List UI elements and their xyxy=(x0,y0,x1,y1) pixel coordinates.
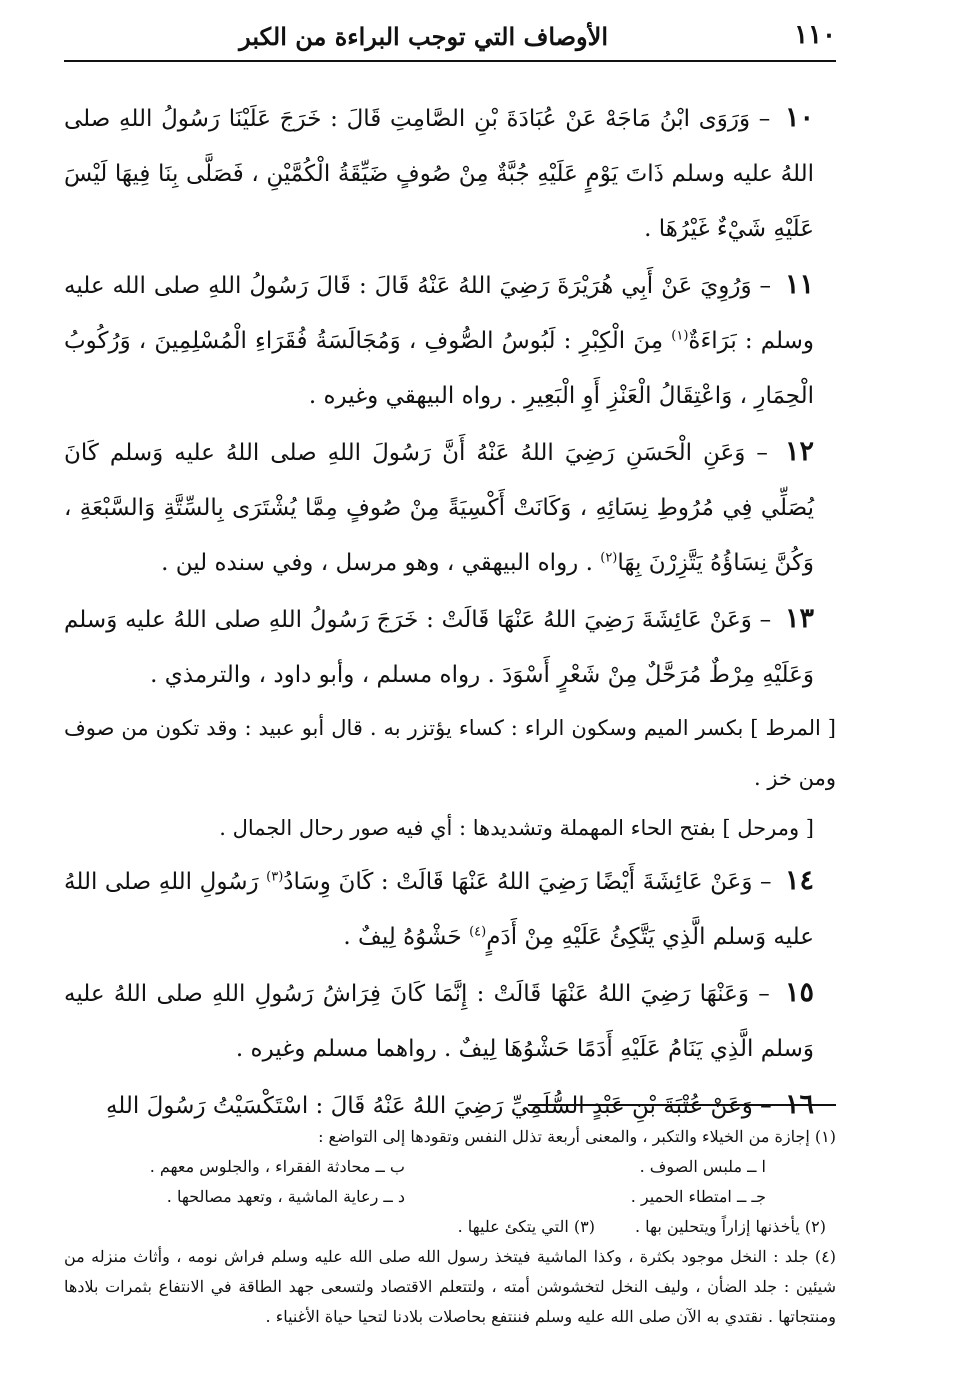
hadith-number: ١٥ xyxy=(784,977,814,1008)
hadith-15 xyxy=(64,965,836,1077)
footnote-1-list xyxy=(64,1152,836,1212)
footnote-1-item: د ــ رعاية الماشية ، وتعهد مصالحها . xyxy=(166,1187,405,1206)
footnote-2: (٢) يأخذنها إزاراً ويتحلين بها . xyxy=(634,1217,826,1236)
footnote-separator xyxy=(528,1104,836,1106)
header-rule xyxy=(64,60,836,62)
footnote-1: (١) إجازة من الخيلاء والتكبر ، والمعنى أربعة تذلل النفس وتقودها إلى التواضع : xyxy=(318,1127,836,1146)
gloss-mirt xyxy=(64,703,836,803)
hadith-number: ١٤ xyxy=(785,865,815,896)
footnote-1-item: جـ ــ امتطاء الحمير . xyxy=(630,1187,766,1206)
footnote-1-item: ا ــ ملبس الصوف . xyxy=(639,1157,766,1176)
hadith-text: – وَعَنِ الْحَسَنِ رَضِيَ اللهُ عَنْهُ أَنَّ رَسُولَ اللهِ صلى اللهُ عليه وَسلم كَانَ يُصَلِّي فِي مُرُوطِ نِسَائِهِ ، وَكَانَتْ أَكْسِيَةً مِنْ صُوفٍ مِمَّا يُشْتَرَى بِالسِّتَّةِ وَالسَّبْعَةِ ، وَكُنَّ نِسَاؤُهُ يَتَّزِرْنَ بِهَا xyxy=(64,440,814,576)
footnote-marker: (١) xyxy=(671,328,689,344)
page-header xyxy=(64,16,836,56)
hadith-13 xyxy=(64,591,836,703)
hadith-text: – وَرَوَى ابْنُ مَاجَهْ عَنْ عُبَادَةَ بْنِ الصَّامِتِ قَالَ : خَرَجَ عَلَيْنَا رَسُولُ اللهِ صلى اللهُ عليه وسلم ذَاتَ يَوْمٍ عَلَيْهِ جُبَّةٌ مِنْ صُوفٍ ضَيِّقَةُ الْكُمَّيْنِ ، فَصَلَّى بِنَا فِيهَا لَيْسَ عَلَيْهِ شَيْءٌ غَيْرُهَا . xyxy=(64,106,814,242)
hadith-text: رَسُولِ اللهِ صلى اللهُ عليه وَسلم الَّذِي يَتَّكِئُ عَلَيْهِ مِنْ أَدَمٍ xyxy=(64,869,814,950)
hadith-number: ١٦ xyxy=(784,1089,814,1120)
footnote-marker: (٤) xyxy=(469,924,487,940)
hadith-12 xyxy=(64,424,836,591)
hadith-text: – وَعَنْ عَائِشَةَ رَضِيَ اللهُ عَنْهَا قَالَتْ : خَرَجَ رَسُولُ اللهِ صلى اللهُ عليه وَسلم وَعَلَيْهِ مِرْطٌ مُرَحَّلٌ مِنْ شَعْرٍ أَسْوَدَ . رواه مسلم ، وأبو داود ، والترمذي . xyxy=(64,607,814,688)
hadith-number: ١٢ xyxy=(785,436,815,467)
footnote-marker: (٣) xyxy=(266,869,284,885)
footnotes-2-3 xyxy=(64,1212,836,1242)
footnotes xyxy=(64,1122,836,1332)
footnote-marker: (٢) xyxy=(600,550,618,566)
hadith-text: – وَعَنْ عَائِشَةَ أَيْضًا رَضِيَ اللهُ عَنْهَا قَالَتْ : كَانَ وِسَادُ xyxy=(283,869,772,895)
hadith-text: – وَعَنْهَا رَضِيَ اللهُ عَنْهَا قَالَتْ : إِنَّمَا كَانَ فِرَاشُ رَسُولِ اللهِ صلى اللهُ عليه وَسلم الَّذِي يَنَامُ عَلَيْهِ أَدَمًا حَشْوُهَا لِيفٌ . رواهما مسلم وغيره . xyxy=(64,981,814,1062)
hadith-number: ١١ xyxy=(785,269,815,300)
hadith-text: . رواه البيهقي ، وهو مرسل ، وفي سنده لين . xyxy=(161,550,593,576)
hadith-text: – وَعَنْ عُتْبَةَ بْنِ عَبْدٍ السُّلَمِيِّ رَضِيَ اللهُ عَنْهُ قَالَ : اسْتَكْسَيْتُ رَسُولَ اللهِ xyxy=(105,1093,772,1119)
page-number: ١١٠ xyxy=(794,20,836,50)
book-page xyxy=(64,0,836,1375)
hadith-text: حَشْوُهُ لِيفٌ . xyxy=(343,924,462,950)
hadith-number: ١٠ xyxy=(784,102,814,133)
hadith-11 xyxy=(64,257,836,424)
gloss-text: [ المرط ] بكسر الميم وسكون الراء : كساء يؤتزر به . قال أبو عبيد : وقد تكون من صوف ومن خز . xyxy=(64,716,836,790)
hadith-text: – وَرُوِيَ عَنْ أَبِي هُرَيْرَةَ رَضِيَ اللهُ عَنْهُ قَالَ : قَالَ رَسُولُ اللهِ صلى الله عليه وسلم : بَرَاءَةٌ xyxy=(64,273,815,354)
footnote-3: (٣) التي يتكئ عليها . xyxy=(457,1217,595,1236)
hadith-14 xyxy=(64,853,836,965)
hadith-text: مِنَ الْكِبْرِ : لَبُوسُ الصُّوفِ ، وَمُجَالَسَةُ فُقَرَاءِ الْمُسْلِمِينَ ، وَرُكُوبُ الْحِمَارِ ، وَاعْتِقَالُ الْعَنْزِ أَوِ الْبَعِيرِ . رواه البيهقي وغيره . xyxy=(64,328,814,409)
footnote-1-item: ب ــ محادثة الفقراء ، والجلوس معهم . xyxy=(149,1157,405,1176)
main-text xyxy=(64,90,836,1134)
gloss-murahhal xyxy=(64,803,836,853)
hadith-10 xyxy=(64,90,836,257)
gloss-text: [ ومرحل ] بفتح الحاء المهملة وتشديدها : أي فيه صور رحال الجمال . xyxy=(219,816,814,840)
hadith-number: ١٣ xyxy=(784,603,814,634)
running-title: الأوصاف التي توجب البراءة من الكبر xyxy=(239,22,608,51)
footnote-4: (٤) جلد : النخل موجود بكثرة ، وكذا الماشية فيتخذ رسول الله صلى الله عليه وسلم فراش نومه ، وأثاث منزله من شيئين : جلد الضأن ، وليف النخل لتخشوشن أمته ، ولتتعلم الاقتصاد ولتسعى جهد الطاقة في الانتفاع بثمرات بلادها ومنتجاتها . نقتدي به الآن صلى الله عليه وسلم فننتفع بحاصلات بلادنا لتحيا حياة الأغنياء . xyxy=(64,1247,837,1326)
